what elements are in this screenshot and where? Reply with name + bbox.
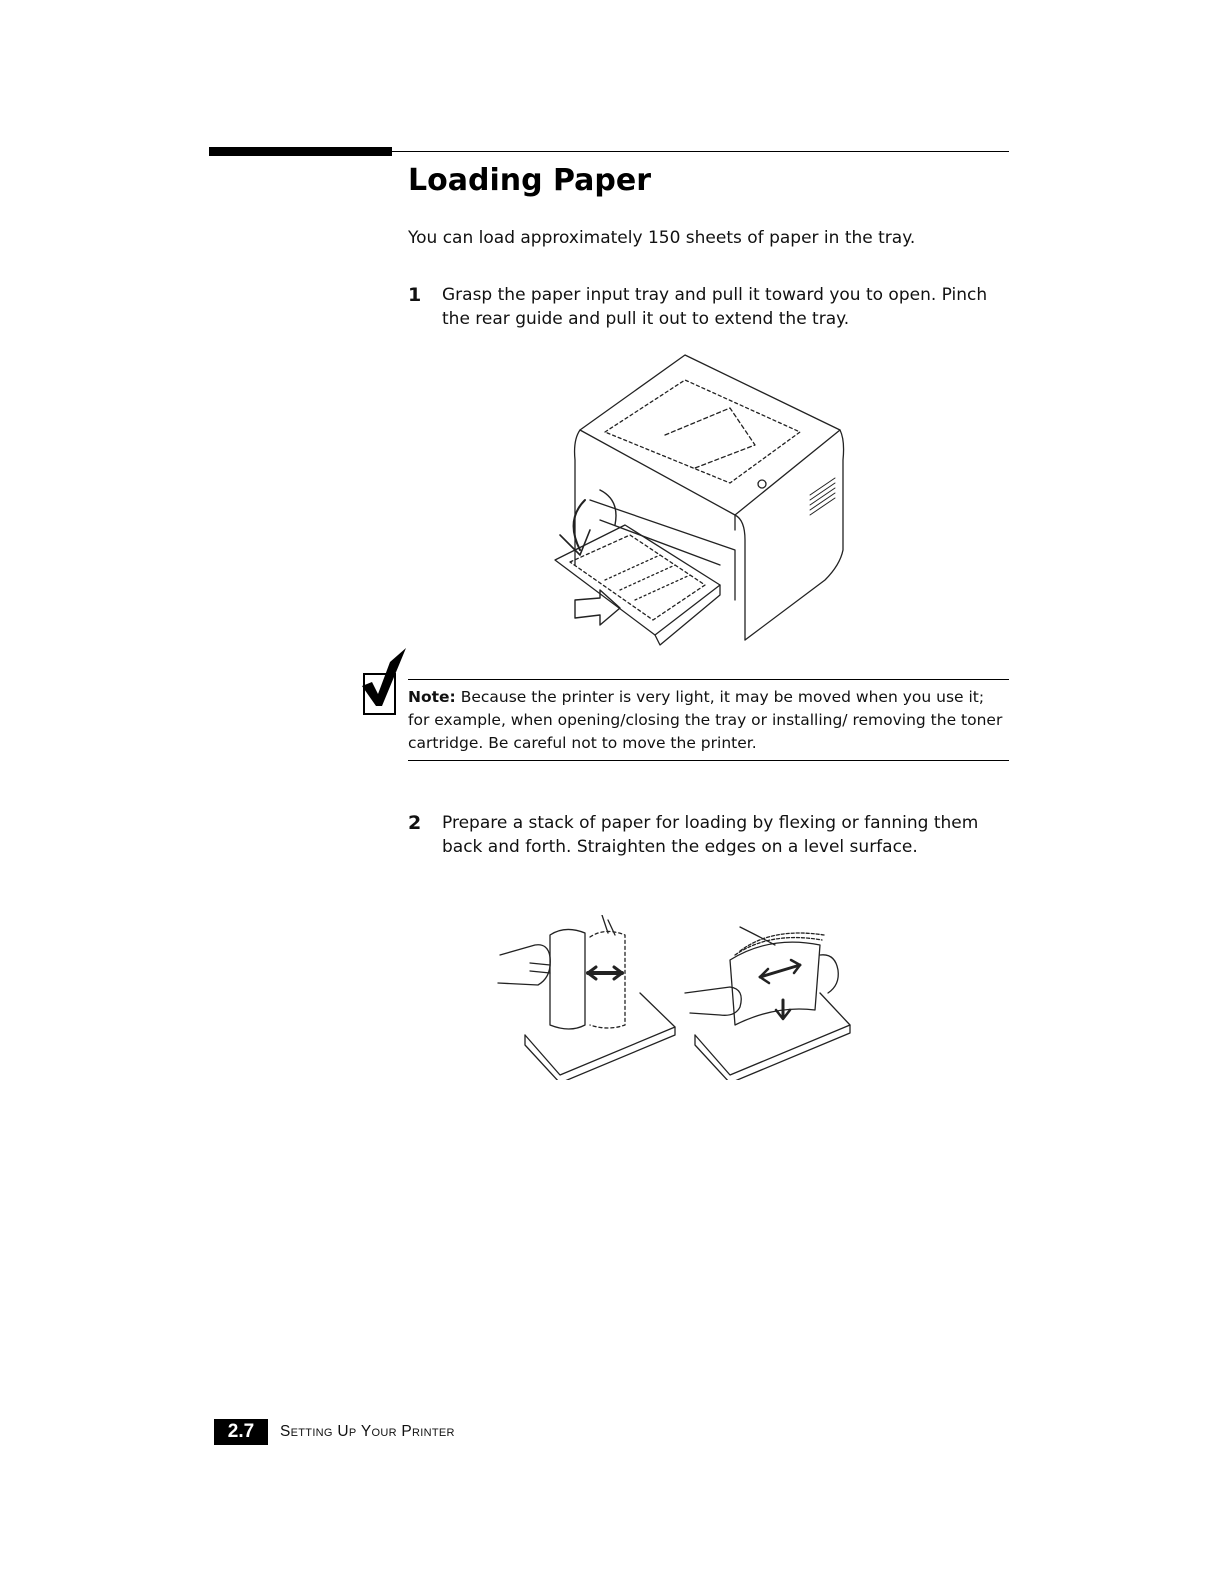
step-1-number: 1 bbox=[408, 284, 422, 306]
page-number-badge: 2.7 bbox=[214, 1419, 268, 1445]
note-label: Note: bbox=[408, 688, 456, 706]
page-title: Loading Paper bbox=[408, 163, 652, 198]
note-rule-top bbox=[408, 679, 1009, 680]
section-rule-thick bbox=[209, 147, 392, 156]
printer-tray-illustration bbox=[545, 350, 850, 650]
step-2-number: 2 bbox=[408, 812, 422, 834]
step-2-text: Prepare a stack of paper for loading by flexing or fanning them back and forth. Straighten the edges on a level surface. bbox=[442, 813, 979, 857]
step-1-text: Grasp the paper input tray and pull it toward you to open. Pinch the rear guide and pull it out to extend the tray. bbox=[442, 285, 988, 329]
checkmark-icon bbox=[360, 648, 406, 720]
note-text: Because the printer is very light, it may be moved when you use it; for example, when opening/closing the tray or installing/ removing the toner cartridge. Be careful not to move the printer. bbox=[408, 688, 1003, 752]
paper-flexing-illustration bbox=[490, 915, 860, 1080]
chapter-title: Setting Up Your Printer bbox=[280, 1423, 455, 1440]
note-box bbox=[408, 686, 1010, 755]
intro-text: You can load approximately 150 sheets of paper in the tray. bbox=[408, 228, 916, 248]
step-1 bbox=[408, 283, 1008, 331]
note-rule-bottom bbox=[408, 760, 1009, 761]
step-2 bbox=[408, 811, 1008, 859]
section-rule-thin bbox=[392, 151, 1009, 152]
